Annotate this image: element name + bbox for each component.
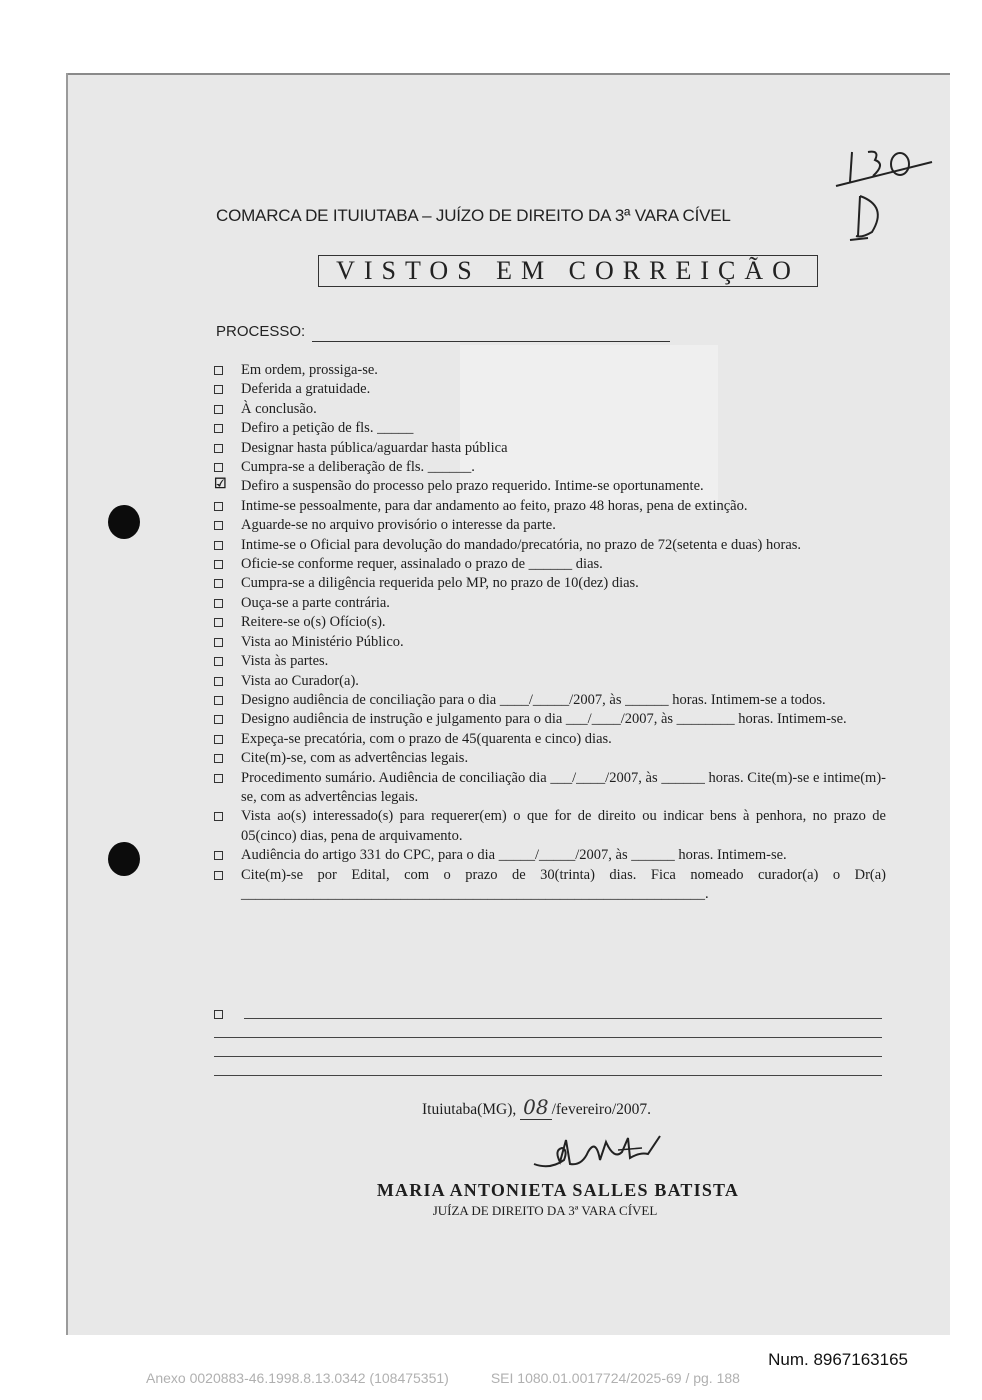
signature-drawing	[530, 1130, 670, 1180]
checkbox[interactable]	[214, 735, 223, 744]
judge-name: MARIA ANTONIETA SALLES BATISTA	[376, 1180, 740, 1200]
checkbox[interactable]	[214, 1010, 223, 1019]
list-item: Cite(m)-se por Edital, com o prazo de 30(trinta) dias. Fica nomeado curador(a) o Dr(a) ________________________________________________________________.	[214, 866, 886, 905]
checkbox[interactable]	[214, 638, 223, 647]
checkbox[interactable]	[214, 677, 223, 686]
document-number: Num. 8967163165	[768, 1350, 908, 1369]
checkbox[interactable]	[214, 424, 223, 433]
checkbox[interactable]	[214, 560, 223, 569]
sei-reference: SEI 1080.01.0017724/2025-69 / pg. 188	[490, 1370, 740, 1386]
list-item: Intime-se pessoalmente, para dar andamento ao feito, prazo 48 horas, pena de extinção.	[214, 497, 886, 516]
list-item: Expeça-se precatória, com o prazo de 45(quarenta e cinco) dias.	[214, 730, 886, 749]
checked-checkbox-icon[interactable]: ☑	[214, 477, 227, 493]
list-item: Cumpra-se a diligência requerida pelo MP, no prazo de 10(dez) dias.	[214, 574, 886, 593]
checkbox[interactable]	[214, 385, 223, 394]
ruled-line[interactable]	[214, 1019, 882, 1038]
checkbox[interactable]	[214, 696, 223, 705]
annex-reference: Anexo 0020883-46.1998.8.13.0342 (108475351)	[146, 1370, 449, 1386]
list-item: Cumpra-se a deliberação de fls. ______.	[214, 458, 886, 477]
list-item: Designo audiência de instrução e julgamento para o dia ___/____/2007, às ________ horas. Intimem-se.	[214, 710, 886, 729]
list-item: Reitere-se o(s) Ofício(s).	[214, 613, 886, 632]
checkbox[interactable]	[214, 541, 223, 550]
list-item: Designar hasta pública/aguardar hasta pública	[214, 439, 886, 458]
checkbox[interactable]	[214, 599, 223, 608]
checkbox[interactable]	[214, 502, 223, 511]
list-item: Em ordem, prossiga-se.	[214, 361, 886, 380]
checkbox[interactable]	[214, 754, 223, 763]
footer-reference	[146, 1370, 740, 1386]
checkbox[interactable]	[214, 618, 223, 627]
list-item: À conclusão.	[214, 400, 886, 419]
list-item: Vista ao(s) interessado(s) para requerer(em) o que for de direito ou indicar bens à penhora, no prazo de 05(cinco) dias, pena de arquivamento.	[214, 807, 886, 846]
ruled-line[interactable]	[214, 1038, 882, 1057]
processo-field[interactable]	[312, 341, 670, 342]
processo-label: PROCESSO:	[216, 323, 306, 340]
list-item: Intime-se o Oficial para devolução do mandado/precatória, no prazo de 72(setenta e duas) horas.	[214, 536, 886, 555]
handwritten-page-number-drawing	[828, 140, 938, 250]
judge-title: JUÍZA DE DIREITO DA 3ª VARA CÍVEL	[432, 1203, 658, 1218]
list-item: Ouça-se a parte contrária.	[214, 594, 886, 613]
court-header: COMARCA DE ITUIUTABA – JUÍZO DE DIREITO DA 3ª VARA CÍVEL	[216, 206, 731, 225]
list-item: Audiência do artigo 331 do CPC, para o dia _____/_____/2007, às ______ horas. Intimem-se.	[214, 846, 886, 865]
punch-hole-top	[108, 505, 140, 539]
list-item: Deferida a gratuidade.	[214, 380, 886, 399]
handwritten-day: 08	[520, 1095, 551, 1120]
checkbox[interactable]	[214, 521, 223, 530]
checkbox[interactable]	[214, 366, 223, 375]
list-item-checked: ☑ Defiro a suspensão do processo pelo prazo requerido. Intime-se oportunamente.	[214, 477, 704, 495]
list-item: Oficie-se conforme requer, assinalado o prazo de ______ dias.	[214, 555, 886, 574]
checkbox[interactable]	[214, 715, 223, 724]
list-item: Vista ao Ministério Público.	[214, 633, 886, 652]
list-item: Vista ao Curador(a).	[214, 672, 886, 691]
checkbox[interactable]	[214, 774, 223, 783]
checkbox[interactable]	[214, 812, 223, 821]
ruled-line[interactable]	[244, 1018, 882, 1019]
checkbox[interactable]	[214, 463, 223, 472]
checklist	[214, 361, 886, 904]
checkbox[interactable]	[214, 579, 223, 588]
punch-hole-bottom	[108, 842, 140, 876]
scan-edge-left	[66, 73, 68, 1335]
page-title: VISTOS EM CORREIÇÃO	[318, 255, 818, 287]
handwritten-signature	[530, 1130, 670, 1185]
checkbox[interactable]	[214, 444, 223, 453]
checkbox[interactable]	[214, 871, 223, 880]
ruled-line[interactable]	[214, 1057, 882, 1076]
list-item: Defiro a petição de fls. _____	[214, 419, 886, 438]
scan-edge-top	[66, 73, 950, 75]
list-item: Aguarde-se no arquivo provisório o interesse da parte.	[214, 516, 886, 535]
list-item: Cite(m)-se, com as advertências legais.	[214, 749, 886, 768]
free-text-first-line	[214, 1018, 882, 1019]
place-date: Ituiutaba(MG), 08 /fevereiro/2007.	[422, 1095, 652, 1119]
checkbox[interactable]	[214, 851, 223, 860]
checkbox[interactable]	[214, 405, 223, 414]
checkbox[interactable]	[214, 657, 223, 666]
list-item: Procedimento sumário. Audiência de conciliação dia ___/____/2007, às ______ horas. Cite(m)-se e intime(m)-se, com as advertências legais.	[214, 769, 886, 808]
list-item: Designo audiência de conciliação para o dia ____/_____/2007, às ______ horas. Intimem-se a todos.	[214, 691, 886, 710]
handwritten-page-number	[828, 140, 938, 255]
free-text-area	[214, 1018, 882, 1076]
list-item: Vista às partes.	[214, 652, 886, 671]
